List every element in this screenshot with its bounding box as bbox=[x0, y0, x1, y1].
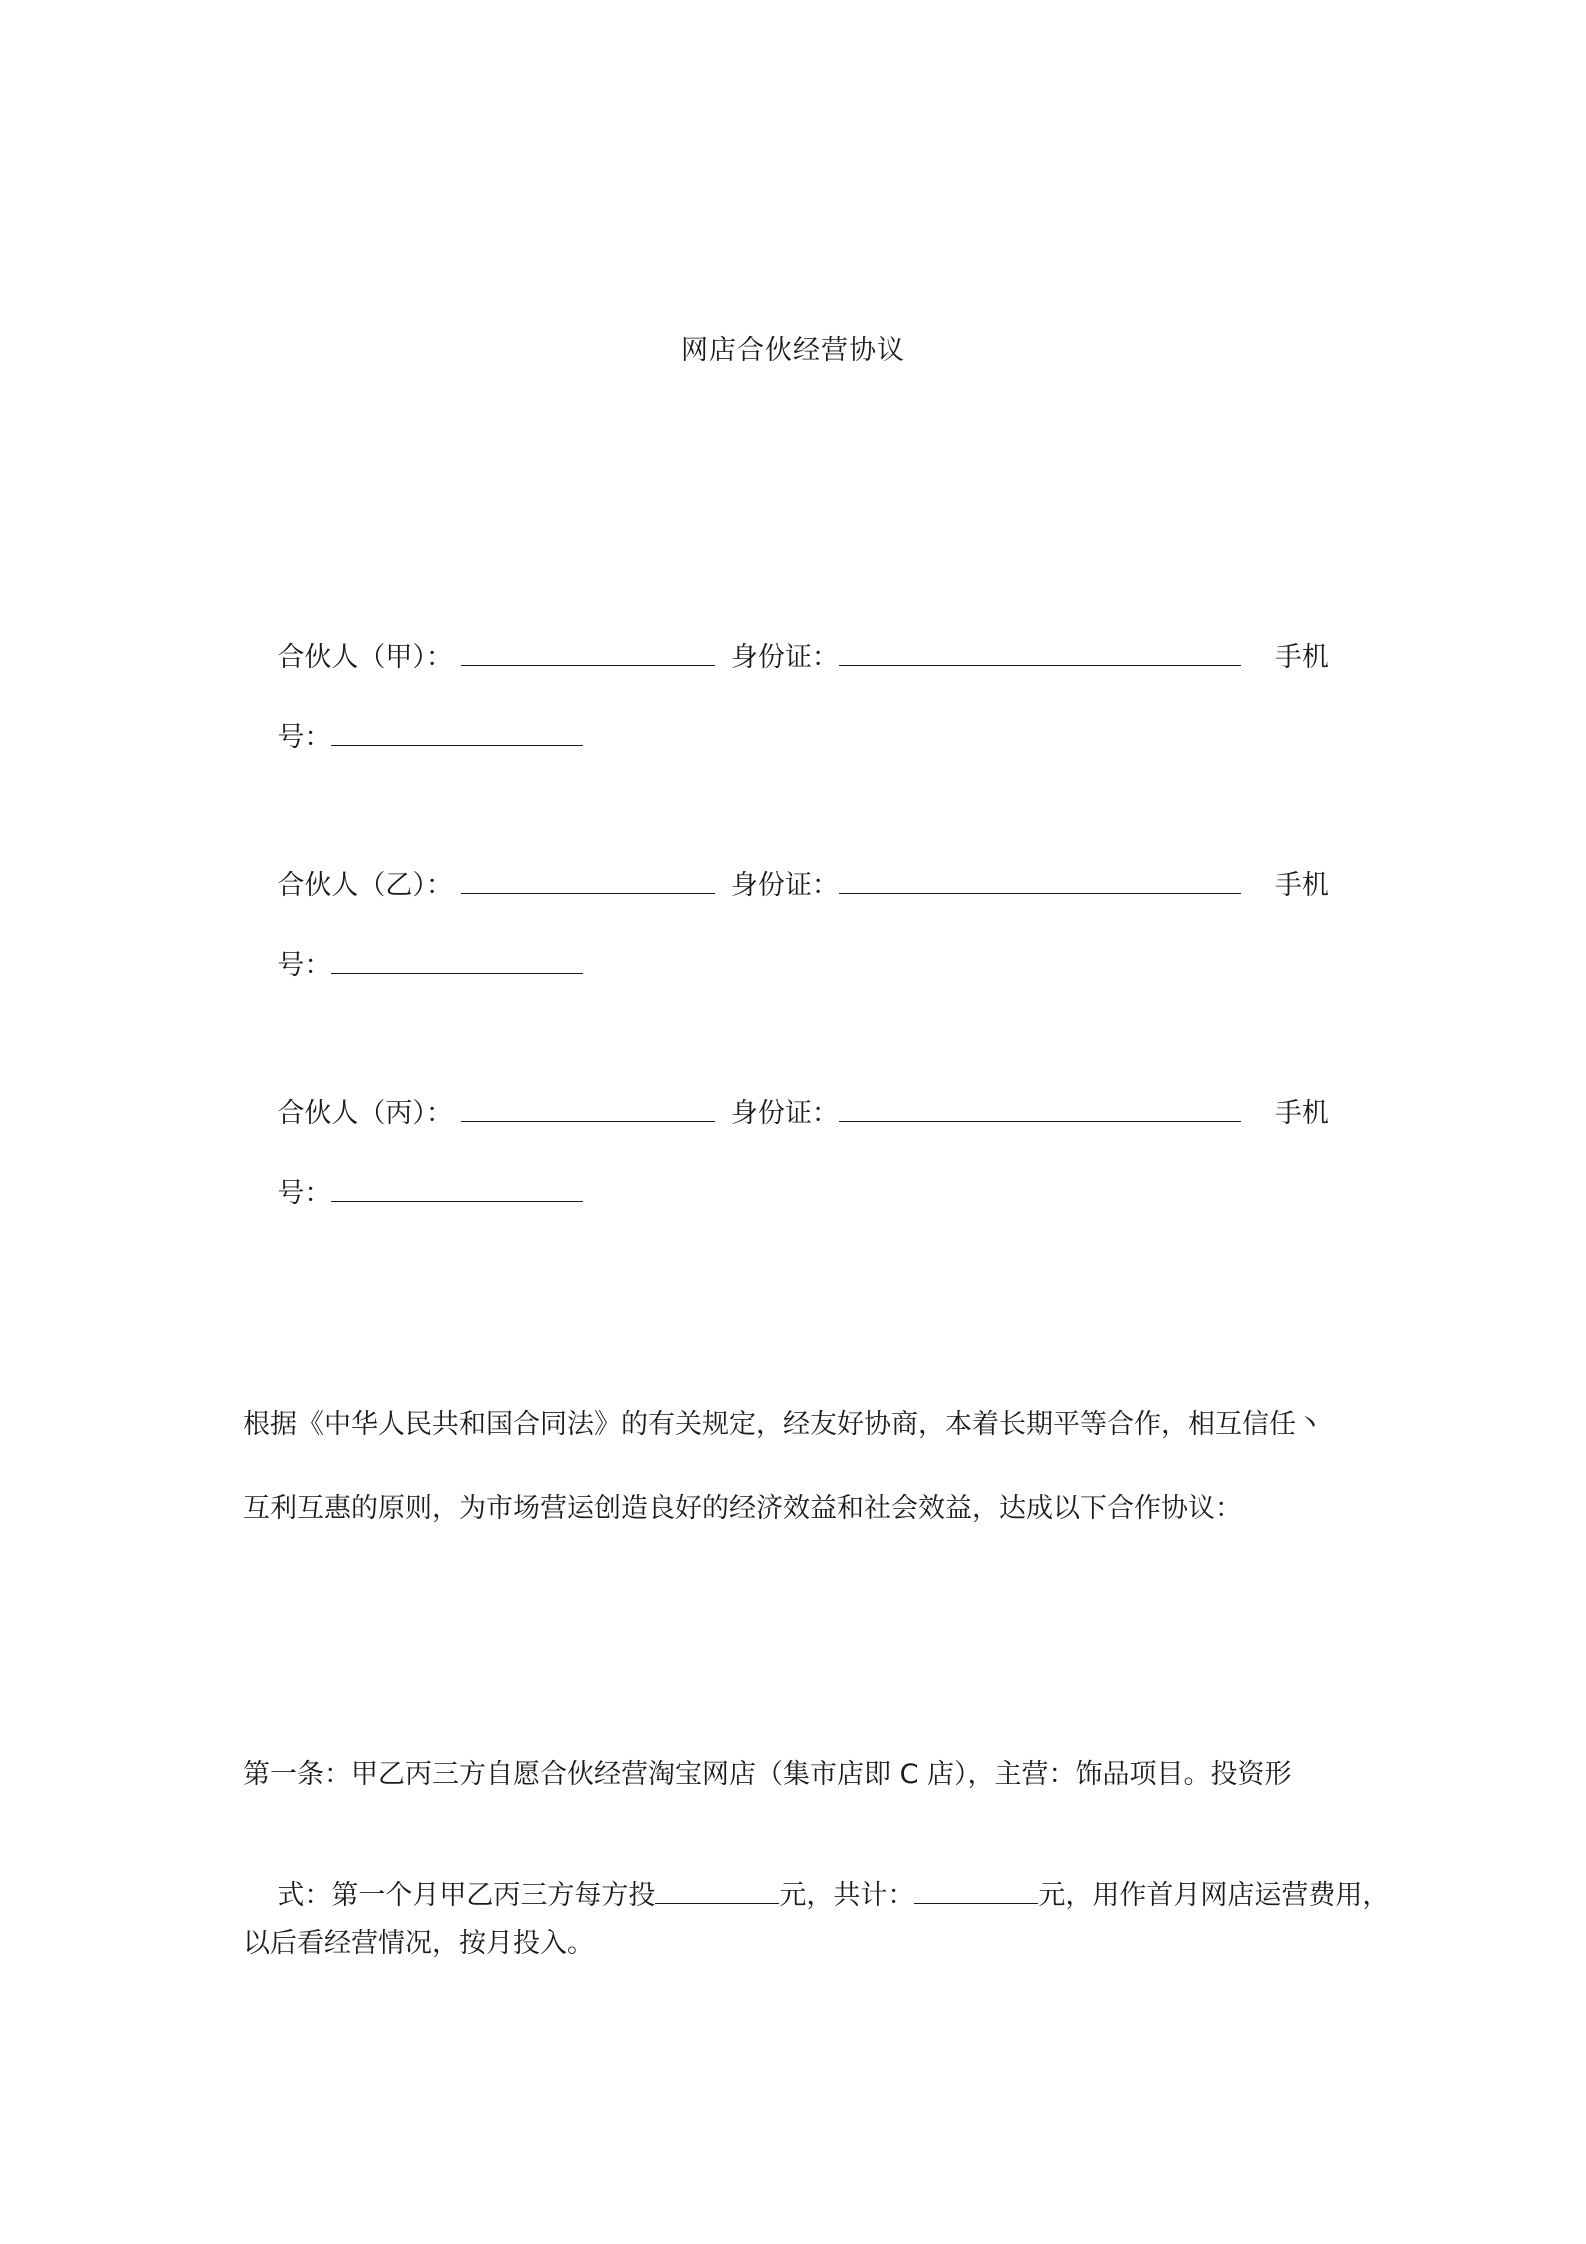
partner-c-id-label: 身份证： bbox=[730, 1098, 839, 1129]
partner-a-id-blank[interactable] bbox=[839, 641, 1241, 666]
document-title: 网店合伙经营协议 bbox=[681, 335, 905, 366]
per-party-amount-blank[interactable] bbox=[655, 1879, 779, 1904]
article-1-invest-label: 式：第一个月甲乙丙三方每方投 bbox=[277, 1880, 656, 1911]
partner-a-id-label: 身份证： bbox=[730, 642, 839, 673]
preamble-line-1: 根据《中华人民共和国合同法》的有关规定，经友好协商，本着长期平等合作，相互信任丶 bbox=[243, 1409, 1323, 1440]
partner-b-phone-row bbox=[243, 912, 583, 1020]
partner-a-name-blank[interactable] bbox=[461, 641, 715, 666]
partner-a-phone-blank[interactable] bbox=[331, 721, 583, 746]
article-1-usage-label: 元，用作首月网店运营费用， bbox=[1038, 1880, 1390, 1911]
partner-b-phone-label-part1: 手机 bbox=[1274, 870, 1329, 901]
total-amount-blank[interactable] bbox=[914, 1879, 1038, 1904]
partner-c-phone-blank[interactable] bbox=[331, 1177, 583, 1202]
article-1-line-1: 第一条：甲乙丙三方自愿合伙经营淘宝网店（集市店即 C 店），主营：饰品项目。投资形 bbox=[243, 1759, 1292, 1790]
partner-b-phone-blank[interactable] bbox=[331, 949, 583, 974]
partner-a-label: 合伙人（甲）： bbox=[277, 642, 453, 673]
partner-c-phone-row bbox=[243, 1140, 583, 1248]
partner-c-phone-label-part2: 号： bbox=[277, 1178, 332, 1209]
partner-c-label: 合伙人（丙）： bbox=[277, 1098, 453, 1129]
preamble-line-2: 互利互惠的原则，为市场营运创造良好的经济效益和社会效益，达成以下合作协议： bbox=[243, 1493, 1242, 1524]
article-1-line-3: 以后看经营情况，按月投入。 bbox=[243, 1928, 594, 1959]
partner-b-name-blank[interactable] bbox=[461, 869, 715, 894]
article-1-total-label: 元，共计： bbox=[779, 1880, 915, 1911]
partner-c-phone-label-part1: 手机 bbox=[1274, 1098, 1329, 1129]
partner-b-id-label: 身份证： bbox=[730, 870, 839, 901]
partner-a-phone-row bbox=[243, 684, 583, 792]
partner-c-name-blank[interactable] bbox=[461, 1097, 715, 1122]
partner-b-label: 合伙人（乙）： bbox=[277, 870, 453, 901]
partner-a-phone-label-part2: 号： bbox=[277, 722, 332, 753]
partner-b-phone-label-part2: 号： bbox=[277, 950, 332, 981]
partner-b-id-blank[interactable] bbox=[839, 869, 1241, 894]
partner-c-id-blank[interactable] bbox=[839, 1097, 1241, 1122]
partner-a-phone-label-part1: 手机 bbox=[1274, 642, 1329, 673]
